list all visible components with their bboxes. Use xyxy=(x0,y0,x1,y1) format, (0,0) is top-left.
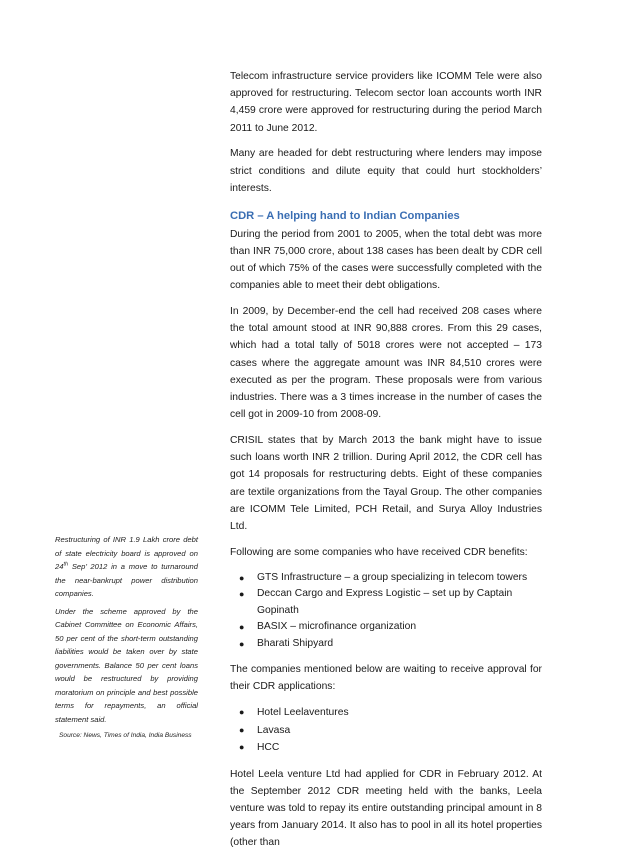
paragraph-waiting: The companies mentioned below are waiting to receive approval for their CDR applications: xyxy=(230,664,542,693)
list-item: ● GTS Infrastructure – a group specializing in telecom towers xyxy=(230,570,542,587)
sidebar-source: Source: News, Times of India, India Business xyxy=(59,732,192,739)
list-item: ● Lavasa xyxy=(230,722,542,740)
list-item: ● Hotel Leelaventures xyxy=(230,704,542,722)
waiting-list xyxy=(230,704,542,757)
sidebar-paragraph-restructuring: Restructuring of INR 1.9 Lakh crore debt of state electricity board is approved on 24th Sep’ 2012 in a move to turnaround the near-bankrupt power distribution companies. xyxy=(55,535,198,598)
bullet-icon: ● xyxy=(239,622,245,633)
list-item: ● Bharati Shipyard xyxy=(230,636,542,653)
bullet-icon: ● xyxy=(239,572,245,583)
benefit-list xyxy=(230,570,542,653)
paragraph-2009-cases: In 2009, by December-end the cell had received 208 cases where the total amount stood at INR 90,888 crores. From this 29 cases, which had a total tally of 5018 crores were not accepted – 173 cases where the aggregate amount was INR 84,510 crores were executed as per the program. These proposals were from various industries. There was a 3 times increase in the number of cases the cell got in 2009-10 from 2008-09. xyxy=(230,306,542,421)
bullet-icon: ● xyxy=(239,724,245,735)
paragraph-crisil: CRISIL states that by March 2013 the bank might have to issue such loans worth INR 2 trillion. During April 2012, the CDR cell has got 14 proposals for restructuring debts. Eight of these companies are textile organizations from the Tayal Group. The other companies are ICOMM Tele Limited, PCH Retail, and Surya Alloy Industries Ltd. xyxy=(230,435,542,533)
list-item: ● HCC xyxy=(230,739,542,757)
sidebar-note xyxy=(55,533,198,746)
bullet-icon: ● xyxy=(239,742,245,753)
paragraph-telecom: Telecom infrastructure service providers like ICOMM Tele were also approved for restructuring. Telecom sector loan accounts worth INR 4,459 crore were approved for restructuring during the period March 2011 to June 2012. xyxy=(230,71,542,134)
bullet-icon: ● xyxy=(239,707,245,718)
list-item: ● BASIX – microfinance organization xyxy=(230,619,542,636)
main-column xyxy=(230,68,542,860)
paragraph-cdr-history: During the period from 2001 to 2005, when the total debt was more than INR 75,000 crore, about 138 cases has been dealt by CDR cell out of which 75% of the cases were successfully completed with the companies able to meet their debt obligations. xyxy=(230,228,542,292)
paragraph-debt-restructuring: Many are headed for debt restructuring where lenders may impose strict conditions and dilute equity that could hurt stockholders’ interests. xyxy=(230,148,542,194)
paragraph-following: Following are some companies who have received CDR benefits: xyxy=(230,546,528,558)
bullet-icon: ● xyxy=(239,589,245,600)
section-heading: CDR – A helping hand to Indian Companies xyxy=(230,209,460,222)
sidebar-paragraph-scheme: Under the scheme approved by the Cabinet Committee on Economic Affairs, 50 per cent of the short-term outstanding liabilities would be taken over by state governments. Balance 50 per cent loans would be restructured by providing moratorium on principle and best possible terms for repayments, an official statement said. xyxy=(55,606,198,724)
list-item: ● Deccan Cargo and Express Logistic – set up by Captain Gopinath xyxy=(239,588,513,616)
paragraph-hotel-leela: Hotel Leela venture Ltd had applied for CDR in February 2012. At the September 2012 CDR meeting held with the banks, Leela venture was told to repay its entire outstanding principal amount in 8 years from January 2014. It also has to pool in all its hotel properties (other than xyxy=(230,768,542,849)
bullet-icon: ● xyxy=(239,639,245,650)
